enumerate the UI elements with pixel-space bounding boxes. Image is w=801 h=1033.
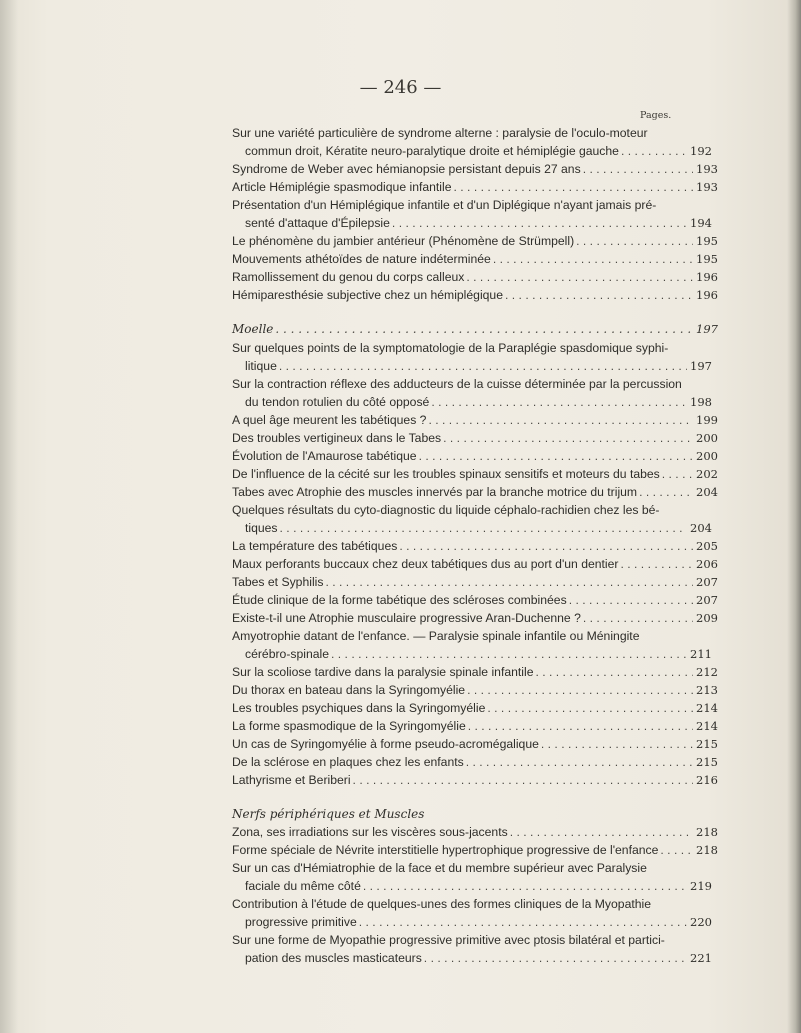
toc-entry-title: Sur la contraction réflexe des adducteurs de la cuisse déterminée par la percussion (232, 377, 682, 391)
toc-entry (245, 357, 712, 375)
toc-entry-page: 212 (696, 665, 718, 679)
toc-entry-title: Sur une forme de Myopathie progressive primitive avec ptosis bilatéral et partici- (232, 933, 665, 947)
toc-entry-page: 206 (696, 557, 718, 571)
toc-entry (245, 877, 712, 895)
dot-leader (639, 483, 693, 501)
toc-entry (232, 931, 718, 949)
dot-leader (467, 681, 693, 699)
toc-entry-title: Existe-t-il une Atrophie musculaire progressive Aran-Duchenne ? (232, 611, 581, 625)
toc-entry (232, 339, 718, 357)
toc-entry-page: 218 (696, 825, 718, 839)
toc-entry-title: Étude clinique de la forme tabétique des scléroses combinées (232, 593, 567, 607)
dot-leader (468, 717, 693, 735)
dot-leader (493, 250, 693, 268)
toc-entry (232, 160, 718, 178)
dot-leader (660, 841, 693, 859)
toc-entry-title: du tendon rotulien du côté opposé (245, 395, 430, 409)
toc-entry-page: 197 (690, 359, 712, 373)
toc-entry-title: Zona, ses irradiations sur les viscères sous-jacents (232, 825, 508, 839)
toc-entry-page: 195 (696, 234, 718, 248)
toc-entry (245, 214, 712, 232)
dot-leader (353, 771, 694, 789)
toc-entry-page: 198 (690, 395, 712, 409)
toc-entry (232, 627, 718, 645)
toc-entry-page: 216 (696, 773, 718, 787)
toc-entry (232, 501, 718, 519)
toc-entry-title: De la sclérose en plaques chez les enfants (232, 755, 464, 769)
toc-entry (232, 735, 718, 753)
toc-entry (232, 178, 718, 196)
toc-entry-page: 204 (696, 485, 718, 499)
toc-entry (232, 286, 718, 304)
dot-leader (399, 537, 693, 555)
dot-leader (505, 286, 693, 304)
page-number: — 246 — (359, 77, 442, 98)
toc-entry-title: Évolution de l'Amaurose tabétique (232, 449, 417, 463)
dot-leader (428, 411, 693, 429)
toc-entry-title: senté d'attaque d'Épilepsie (245, 216, 390, 230)
toc-entry-title: progressive primitive (245, 915, 357, 929)
dot-leader (510, 823, 693, 841)
toc-entry-page: 207 (696, 593, 718, 607)
toc-entry-page: 194 (690, 216, 712, 230)
toc-entry-title: Amyotrophie datant de l'enfance. — Paralysie spinale infantile ou Méningite (232, 629, 640, 643)
dot-leader (569, 591, 693, 609)
toc-entry-title: Moelle (232, 322, 274, 336)
toc-entry-title: Un cas de Syringomyélie à forme pseudo-acromégalique (232, 737, 539, 751)
dot-leader (325, 573, 693, 591)
toc-entry (232, 895, 718, 913)
toc-section-heading (232, 320, 718, 338)
dot-leader (280, 519, 688, 537)
dot-leader (359, 913, 687, 931)
toc-entry-page: 192 (690, 144, 712, 158)
toc-entry-title: Forme spéciale de Névrite interstitielle hypertrophique progressive de l'enfance (232, 843, 659, 857)
toc-entry (232, 268, 718, 286)
dot-leader (443, 429, 693, 447)
toc-entry-title: Sur quelques points de la symptomatologie de la Paraplégie spasdomique syphi- (232, 341, 669, 355)
toc-entry (232, 753, 718, 771)
toc-entry-title: commun droit, Kératite neuro-paralytique droite et hémiplégie gauche (245, 144, 619, 158)
toc-entry-title: Contribution à l'étude de quelques-unes des formes cliniques de la Myopathie (232, 897, 651, 911)
toc-entry (232, 823, 718, 841)
dot-leader (487, 699, 693, 717)
toc-entry (232, 859, 718, 877)
toc-entry (232, 375, 718, 393)
toc-entry (245, 645, 712, 663)
toc-entry-page: 221 (690, 951, 712, 965)
toc-entry-title: Maux perforants buccaux chez deux tabétiques dus au port d'un dentier (232, 557, 619, 571)
toc-entry (232, 841, 718, 859)
toc-entry (232, 447, 718, 465)
toc-entry-page: 209 (696, 611, 718, 625)
toc-entry (232, 232, 718, 250)
toc-entry-title: Les troubles psychiques dans la Syringomyélie (232, 701, 486, 715)
dot-leader (331, 645, 687, 663)
pages-column-label: Pages. (640, 110, 672, 121)
toc-entry-title: Syndrome de Weber avec hémianopsie persistant depuis 27 ans (232, 162, 581, 176)
toc-entry-page: 207 (696, 575, 718, 589)
toc-entry (245, 142, 712, 160)
toc-entry (245, 519, 712, 537)
toc-entry-page: 193 (696, 162, 718, 176)
toc-entry-page: 204 (690, 521, 712, 535)
toc-entry-page: 211 (690, 647, 712, 661)
toc-section-heading (232, 805, 718, 823)
dot-leader (576, 232, 693, 250)
toc-entry-page: 200 (696, 431, 718, 445)
toc-entry-page: 195 (696, 252, 718, 266)
toc-entry-page: 214 (696, 701, 718, 715)
dot-leader (535, 663, 693, 681)
toc-entry (232, 250, 718, 268)
dot-leader (424, 949, 687, 967)
toc-entry (232, 663, 718, 681)
toc-entry-page: 205 (696, 539, 718, 553)
toc-entry-title: Quelques résultats du cyto-diagnostic du liquide céphalo-rachidien chez les bé- (232, 503, 660, 517)
toc-entry-title: tiques (245, 521, 278, 535)
dot-leader (583, 609, 693, 627)
toc-entry (245, 913, 712, 931)
toc-entry (232, 465, 718, 483)
dot-leader (621, 142, 687, 160)
toc-entry (232, 573, 718, 591)
dot-leader (466, 753, 693, 771)
toc-entry-title: Des troubles vertigineux dans le Tabes (232, 431, 442, 445)
dot-leader (583, 160, 693, 178)
page-left-shadow (0, 0, 18, 1033)
toc-entry-page: 199 (696, 413, 718, 427)
toc-entry-title: La forme spasmodique de la Syringomyélie (232, 719, 466, 733)
toc-entry-title: Tabes et Syphilis (232, 575, 324, 589)
toc-entry-title: Lathyrisme et Beriberi (232, 773, 351, 787)
toc-entry-page: 202 (696, 467, 718, 481)
dot-leader (466, 268, 693, 286)
dot-leader (392, 214, 687, 232)
dot-leader (454, 178, 694, 196)
toc-entry-page: 196 (696, 288, 718, 302)
toc-entry (232, 771, 718, 789)
page-right-binding-shadow (787, 0, 801, 1033)
toc-entry-title: Présentation d'un Hémiplégique infantile et d'un Diplégique n'ayant jamais pré- (232, 198, 657, 212)
toc-entry-page: 196 (696, 270, 718, 284)
toc-entry-title: La température des tabétiques (232, 539, 398, 553)
toc-entry (232, 555, 718, 573)
toc-entry-title: faciale du même côté (245, 879, 361, 893)
dot-leader (662, 465, 693, 483)
toc-entry-title: De l'influence de la cécité sur les troubles spinaux sensitifs et moteurs du tabes (232, 467, 660, 481)
toc-entry-title: A quel âge meurent les tabétiques ? (232, 413, 427, 427)
toc-entry (232, 483, 718, 501)
toc-entry-page: 215 (696, 737, 718, 751)
dot-leader (363, 877, 687, 895)
dot-leader (541, 735, 693, 753)
toc-entry-page: 200 (696, 449, 718, 463)
toc-entry (232, 717, 718, 735)
toc-entry-page: 218 (696, 843, 718, 857)
toc-entry (232, 196, 718, 214)
toc-entry (245, 393, 712, 411)
toc-entry-title: Nerfs périphériques et Muscles (232, 807, 425, 821)
toc-entry (232, 681, 718, 699)
toc-entry-page: 197 (696, 322, 718, 336)
toc-entry-page: 219 (690, 879, 712, 893)
toc-entry (232, 411, 718, 429)
dot-leader (419, 447, 693, 465)
toc-entry (232, 124, 718, 142)
toc-entry-page: 193 (696, 180, 718, 194)
toc-entry (232, 591, 718, 609)
toc-entry-page: 220 (690, 915, 712, 929)
toc-entry-title: litique (245, 359, 277, 373)
toc-entry-title: Hémiparesthésie subjective chez un hémiplégique (232, 288, 503, 302)
toc-entry-title: Sur un cas d'Hémiatrophie de la face et du membre supérieur avec Paralysie (232, 861, 647, 875)
toc-entry-page: 214 (696, 719, 718, 733)
toc-entry-title: Mouvements athétoïdes de nature indéterminée (232, 252, 491, 266)
dot-leader (620, 555, 693, 573)
toc-entry-title: Le phénomène du jambier antérieur (Phénomène de Strümpell) (232, 234, 575, 248)
toc-entry-title: Article Hémiplégie spasmodique infantile (232, 180, 452, 194)
toc-entry-title: Sur la scoliose tardive dans la paralysie spinale infantile (232, 665, 534, 679)
toc-entry (232, 609, 718, 627)
toc-entry-page: 213 (696, 683, 718, 697)
toc-entry-title: Sur une variété particulière de syndrome alterne : paralysie de l'oculo-moteur (232, 126, 648, 140)
toc-entry-title: cérébro-spinale (245, 647, 330, 661)
dot-leader (279, 357, 687, 375)
toc-entry (245, 949, 712, 967)
toc-entry (232, 537, 718, 555)
dot-leader (431, 393, 687, 411)
toc-entry (232, 699, 718, 717)
dot-leader (275, 320, 693, 338)
toc-entry (232, 429, 718, 447)
toc-entry-title: pation des muscles masticateurs (245, 951, 422, 965)
toc-entry-title: Tabes avec Atrophie des muscles innervés par la branche motrice du trijum (232, 485, 638, 499)
toc-entry-page: 215 (696, 755, 718, 769)
toc-entry-title: Ramollissement du genou du corps calleux (232, 270, 465, 284)
toc-entry-title: Du thorax en bateau dans la Syringomyélie (232, 683, 466, 697)
